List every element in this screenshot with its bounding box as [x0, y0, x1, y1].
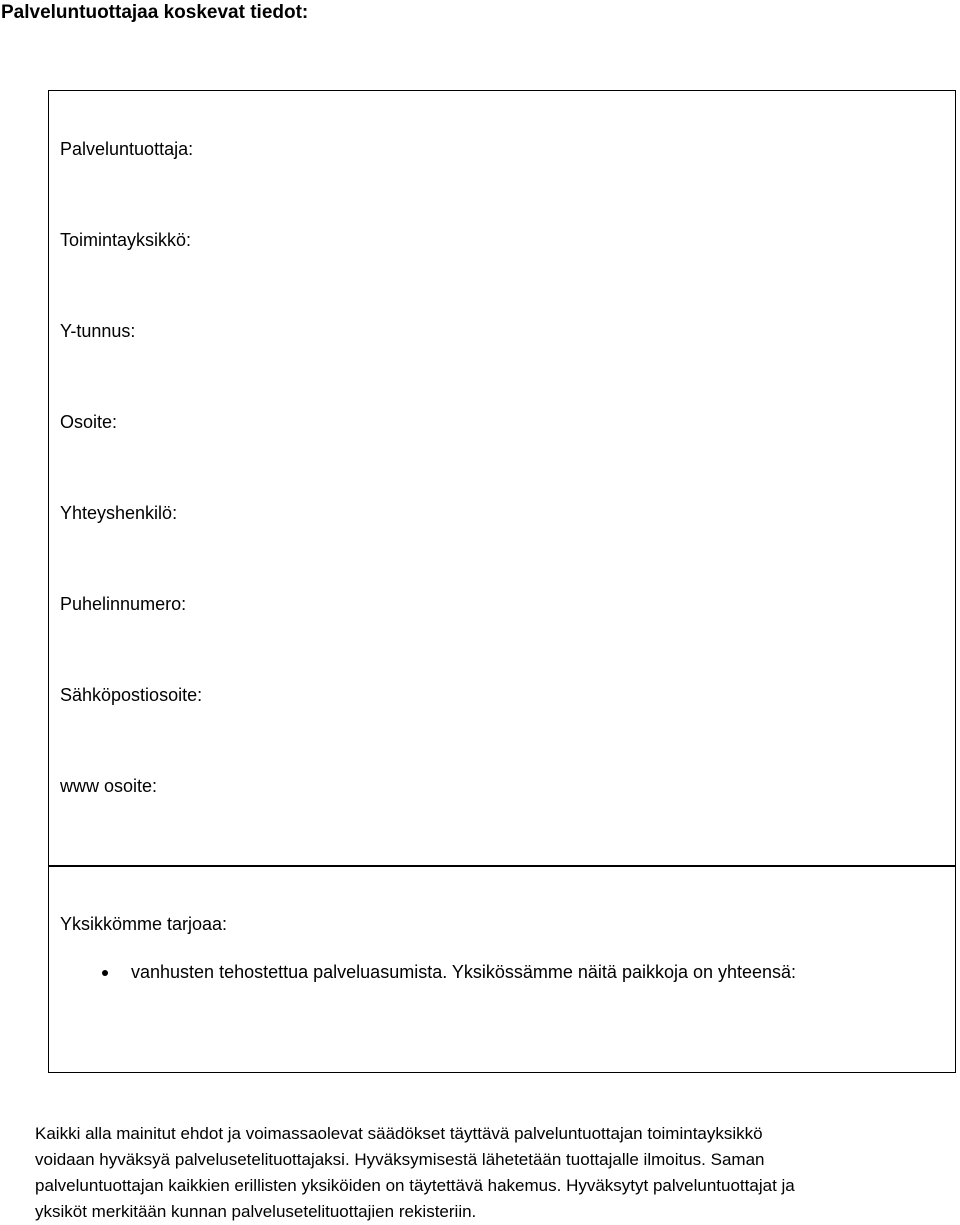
contact-person-label: Yhteyshenkilö:: [60, 503, 178, 523]
provider-name-label: Palveluntuottaja:: [60, 139, 194, 159]
business-id-label: Y-tunnus:: [60, 321, 136, 341]
offer-bullet-item: vanhusten tehostettua palveluasumista. Yksikössämme näitä paikkoja on yhteensä:: [131, 962, 797, 982]
notice-line: voidaan hyväksyä palvelusetelituottajaksi. Hyväksymisestä lähetetään tuottajalle ilmoitus. Saman: [35, 1150, 765, 1169]
phone-label: Puhelinnumero:: [60, 594, 187, 614]
approval-notice: [35, 1121, 955, 1225]
offer-label: Yksikkömme tarjoaa:: [60, 914, 228, 934]
bullet-icon: [102, 970, 108, 976]
notice-line: Kaikki alla mainitut ehdot ja voimassaolevat säädökset täyttävä palveluntuottajan toimintayksikkö: [35, 1124, 763, 1143]
page-title: Palveluntuottajaa koskevat tiedot:: [1, 2, 309, 23]
notice-line: palveluntuottajan kaikkien erillisten yksiköiden on täytettävä hakemus. Hyväksytyt palveluntuottajat ja: [35, 1176, 795, 1195]
address-label: Osoite:: [60, 412, 118, 432]
website-label: www osoite:: [60, 776, 158, 796]
notice-line: yksiköt merkitään kunnan palvelusetelituottajien rekisteriin.: [35, 1202, 477, 1221]
unit-label: Toimintayksikkö:: [60, 230, 192, 250]
provider-info-box: [48, 90, 956, 867]
offer-box: [48, 865, 956, 1073]
email-label: Sähköpostiosoite:: [60, 685, 203, 705]
